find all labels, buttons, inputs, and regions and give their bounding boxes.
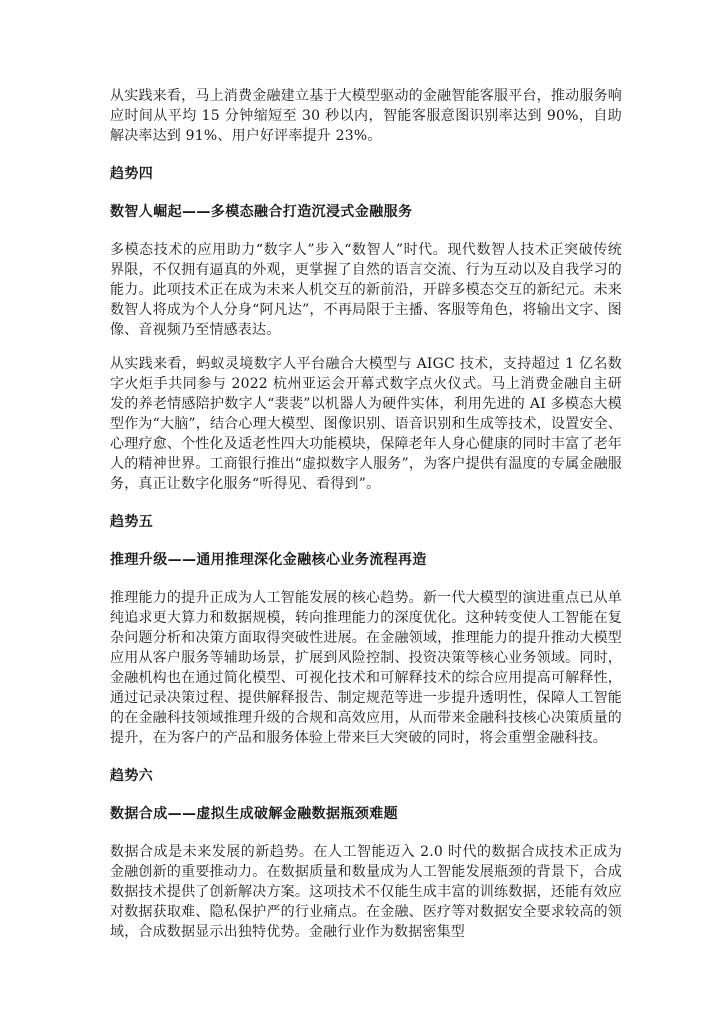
paragraph-reasoning-upgrade: 推理能力的提升正成为人工智能发展的核心趋势。新一代大模型的演进重点已从单纯追求更大算力和数据规模，转向推理能力的深度优化。这种转变使人工智能在复杂问题分析和决策方面取得突破性进展。在金融领域，推理能力的提升推动大模型应用从客户服务等辅助场景，扩展到风险控制、投资决策等核心业务领域。同时，金融机构也在通过简化模型、可视化技术和可解释技术的综合应用提高可解释性，通过记录决策过程、提供解释报告、制定规范等进一步提升透明性，保障人工智能的在金融科技领域推理升级的合规和高效应用，从而带来金融科技核心决策质量的提升，在为客户的产品和服务体验上带来巨大突破的同时，将会重塑金融科技。 [110, 590, 622, 746]
document-page [110, 86, 622, 942]
paragraph-digital-human-intro: 多模态技术的应用助力“数字人”步入“数智人”时代。现代数智人技术正突破传统界限，不仅拥有逼真的外观，更掌握了自然的语言交流、行为互动以及自我学习的能力。此项技术正在成为未来人机交互的新前沿，开辟多模态交互的新纪元。未来数智人将成为个人分身“阿凡达”，不再局限于主播、客服等角色，将输出文字、图像、音视频乃至情感表达。 [110, 242, 622, 338]
trend-four-title: 数智人崛起——多模态融合打造沉浸式金融服务 [110, 204, 413, 220]
paragraph-data-synthesis: 数据合成是未来发展的新趋势。在人工智能迈入 2.0 时代的数据合成技术正成为金融创新的重要推动力。在数据质量和数量成为人工智能发展瓶颈的背景下，合成数据技术提供了创新解决方案。这项技术不仅能生成丰富的训练数据，还能有效应对数据获取难、隐私保护严的行业痛点。在金融、医疗等对数据安全要求较高的领域，合成数据显示出独特优势。金融行业作为数据密集型 [110, 844, 622, 940]
trend-six-label: 趋势六 [110, 768, 154, 784]
paragraph-practice-customer-service: 从实践来看，马上消费金融建立基于大模型驱动的金融智能客服平台，推动服务响应时间从平均 15 分钟缩短至 30 秒以内，智能客服意图识别率达到 90%，自助解决率达到 91%、用户好评率提升 23%。 [110, 88, 622, 144]
trend-six-title: 数据合成——虚拟生成破解金融数据瓶颈难题 [110, 806, 398, 822]
trend-five-title: 推理升级——通用推理深化金融核心业务流程再造 [110, 552, 427, 568]
paragraph-digital-human-practice: 从实践来看，蚂蚁灵境数字人平台融合大模型与 AIGC 技术，支持超过 1 亿名数字火炬手共同参与 2022 杭州亚运会开幕式数字点火仪式。马上消费金融自主研发的养老情感陪护数字人“裴裴”以机器人为硬件实体，利用先进的 AI 多模态大模型作为“大脑”，结合心理大模型、图像识别、语音识别和生成等技术，设置安全、心理疗愈、个性化及适老性四大功能模块，保障老年人身心健康的同时丰富了老年人的精神世界。工商银行推出“虚拟数字人服务”，为客户提供有温度的专属金融服务，真正让数字化服务“听得见、看得到”。 [110, 356, 622, 492]
trend-five-label: 趋势五 [110, 514, 154, 530]
trend-four-label: 趋势四 [110, 166, 154, 182]
